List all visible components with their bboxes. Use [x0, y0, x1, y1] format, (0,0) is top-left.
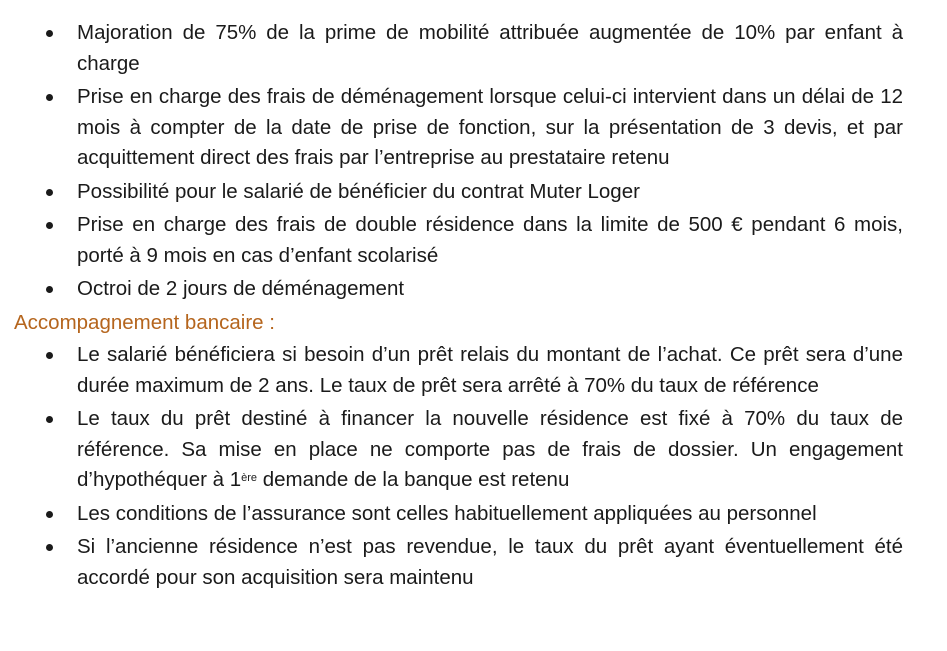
bullet-icon — [46, 94, 53, 101]
bullet-icon — [46, 286, 53, 293]
list-item-text: Octroi de 2 jours de déménagement — [77, 277, 405, 300]
superscript: ère — [241, 472, 258, 484]
list-item-text: Majoration de 75% de la prime de mobilité attribuée augmentée de 10% par enfant à charge — [77, 21, 903, 75]
list-item — [0, 210, 947, 271]
bullet-icon — [46, 222, 53, 229]
list-item — [0, 532, 947, 593]
section-heading-banking: Accompagnement bancaire : — [14, 310, 275, 334]
list-item — [0, 340, 947, 401]
bullet-icon — [46, 352, 53, 359]
list-item — [0, 274, 947, 305]
mobility-benefits-list — [0, 18, 947, 305]
list-item-text: Si l’ancienne résidence n’est pas revendue, le taux du prêt ayant éventuellement été accordé pour son acquisition sera maintenu — [77, 535, 903, 589]
bullet-icon — [46, 30, 53, 37]
list-item-text-part: demande de la banque est retenu — [257, 468, 570, 491]
list-item — [0, 18, 947, 79]
list-item-text-part: Le taux du prêt destiné à financer la nouvelle résidence est fixé à 70% du taux de référence. Sa mise en place ne comporte pas de frais de dossier. Un engagement d’hypothéquer à 1 — [77, 407, 903, 491]
bullet-icon — [46, 544, 53, 551]
list-item-text: Possibilité pour le salarié de bénéficier du contrat Muter Loger — [77, 179, 640, 203]
list-item — [0, 177, 947, 208]
bullet-icon — [46, 189, 53, 196]
list-item-text: Les conditions de l’assurance sont celles habituellement appliquées au personnel — [77, 501, 817, 525]
document-body — [0, 18, 947, 596]
list-item-text: Le salarié bénéficiera si besoin d’un prêt relais du montant de l’achat. Ce prêt sera d’une durée maximum de 2 ans. Le taux de prêt sera arrêté à 70% du taux de référence — [77, 343, 903, 397]
bullet-icon — [46, 416, 53, 423]
list-item — [0, 404, 947, 496]
list-item-text: Prise en charge des frais de double résidence dans la limite de 500 € pendant 6 mois, porté à 9 mois en cas d’enfant scolarisé — [77, 213, 903, 267]
list-item — [0, 82, 947, 174]
list-item-text — [77, 407, 903, 491]
list-item — [0, 499, 947, 530]
list-item-text: Prise en charge des frais de déménagement lorsque celui-ci intervient dans un délai de 12 mois à compter de la date de prise de fonction, sur la présentation de 3 devis, et par acquittement direct des frais par l’entreprise au prestataire retenu — [77, 85, 903, 169]
banking-support-list — [0, 340, 947, 593]
bullet-icon — [46, 511, 53, 518]
